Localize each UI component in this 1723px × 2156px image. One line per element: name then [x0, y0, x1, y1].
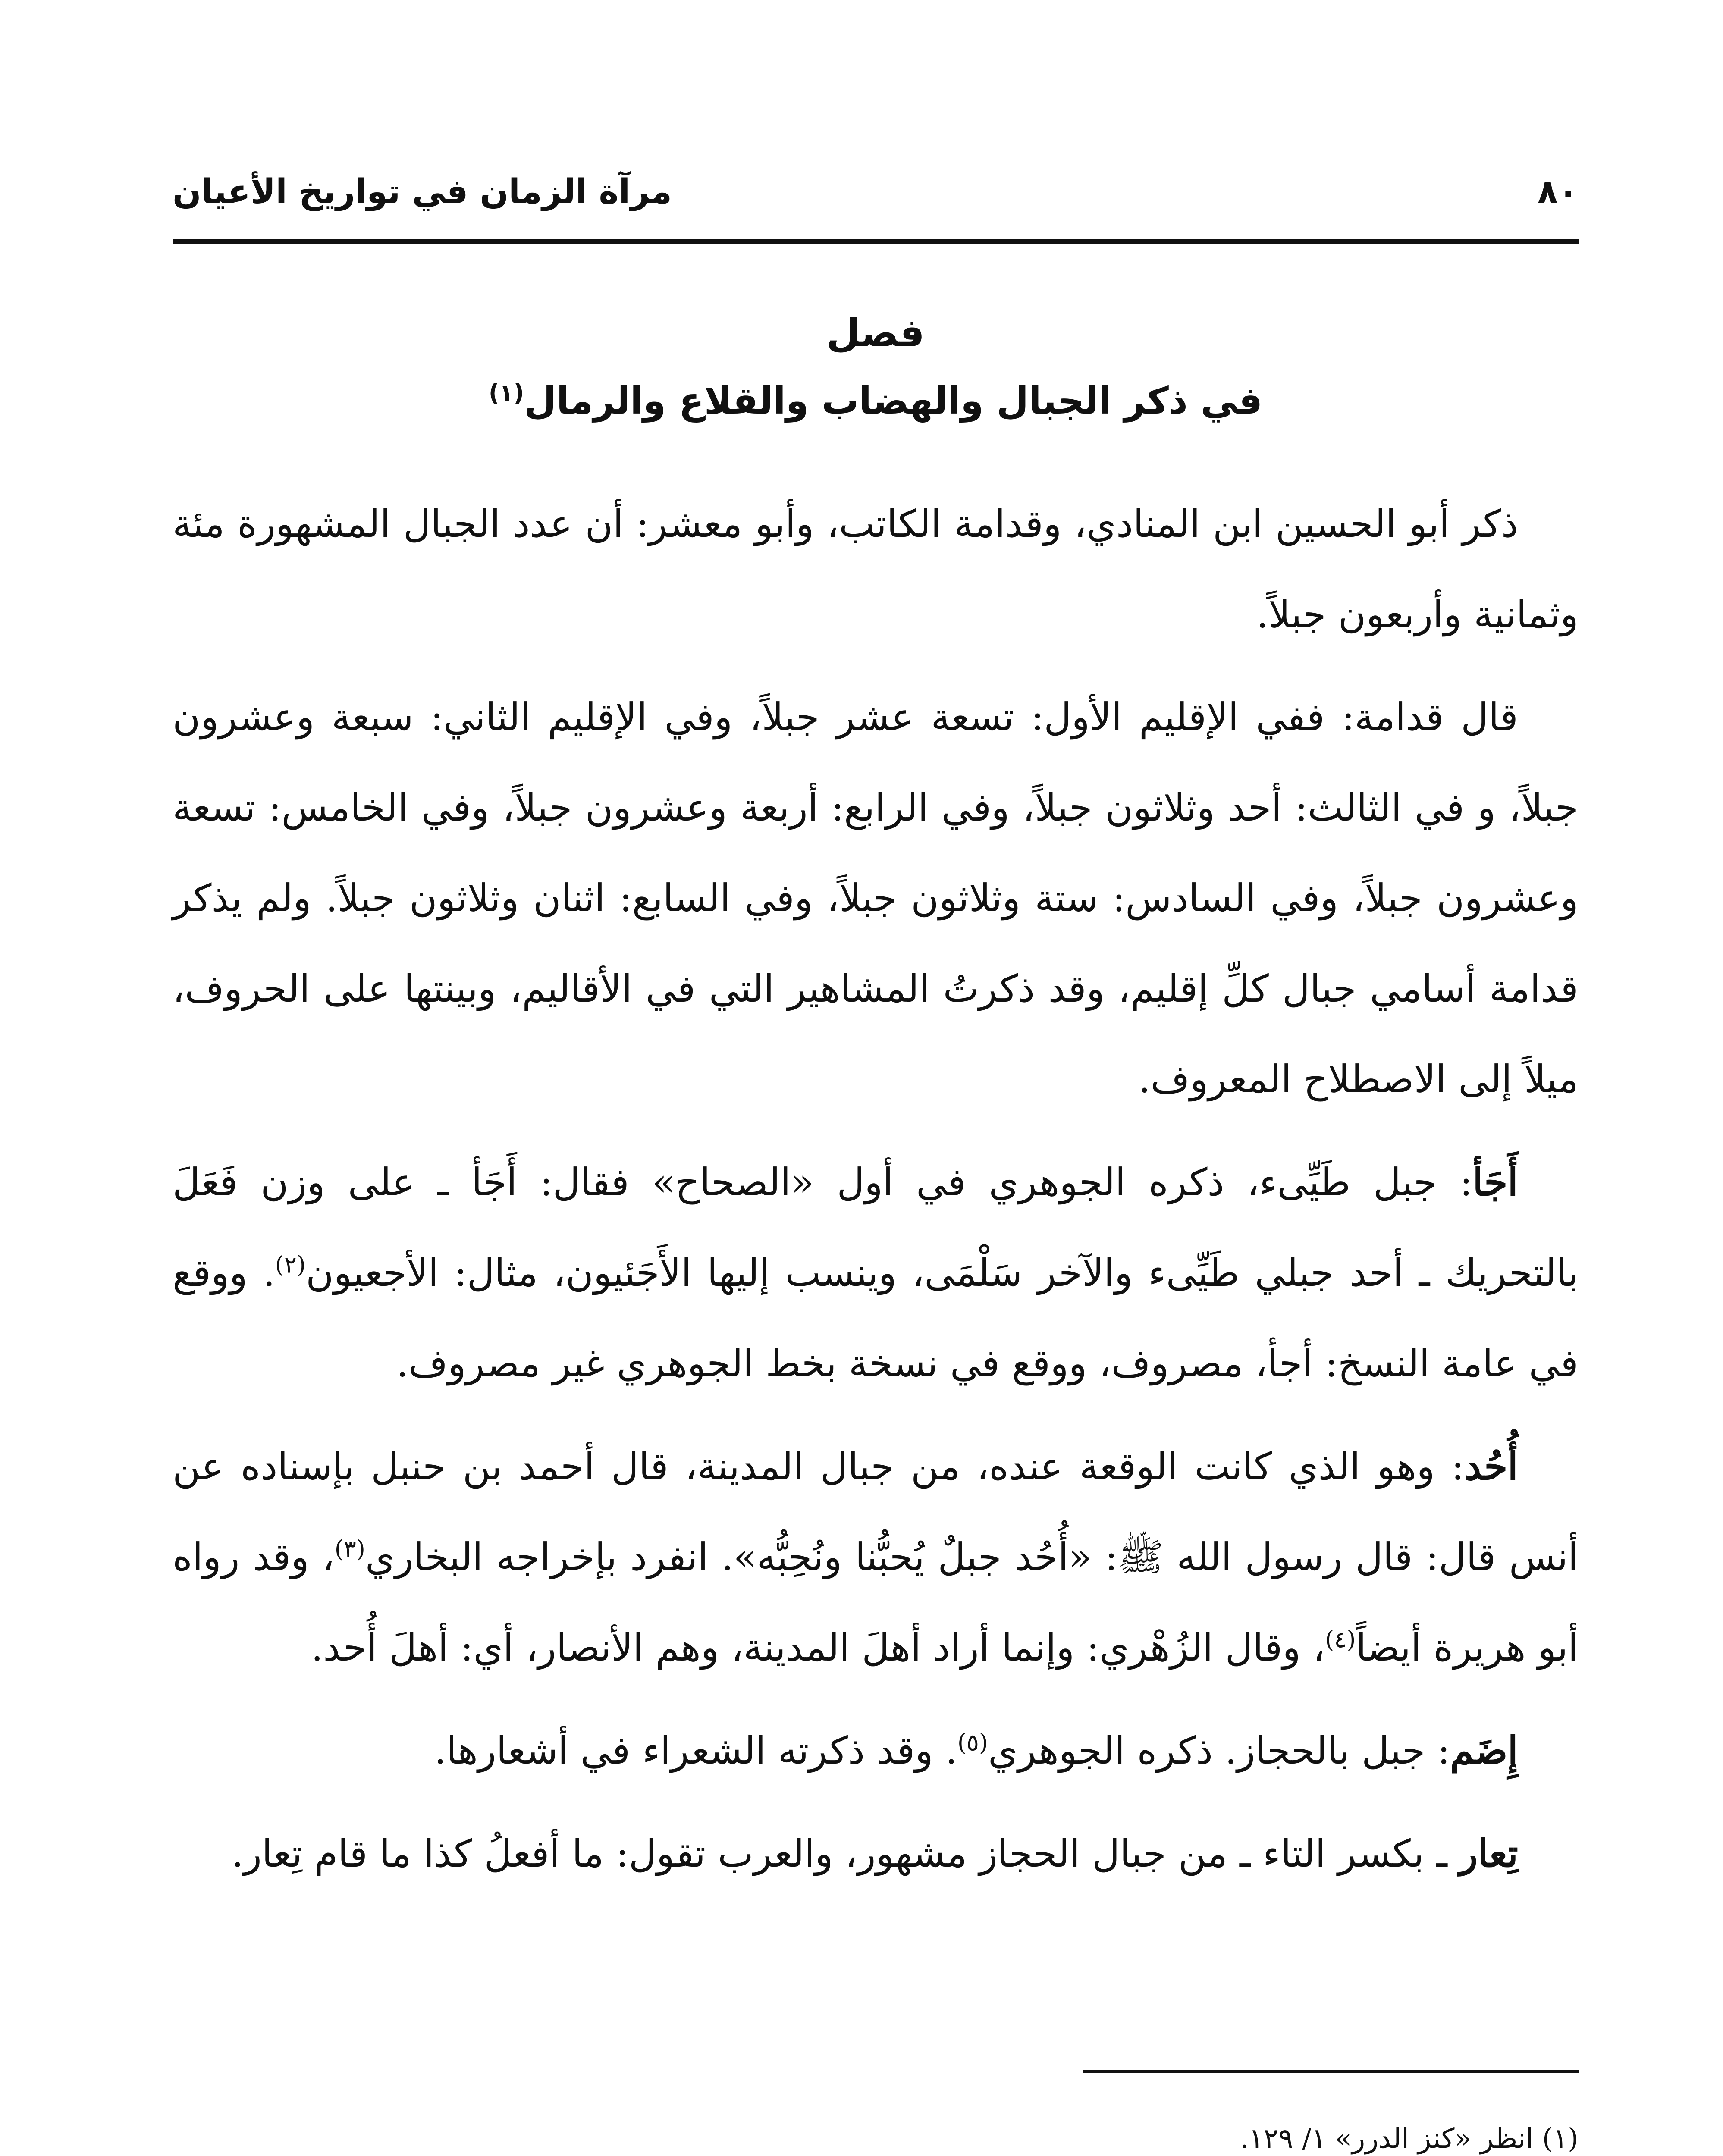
entry-idam — [173, 1705, 1579, 1796]
entry-uhud — [173, 1421, 1579, 1693]
footnotes — [173, 2109, 1579, 2156]
section-subtitle-text: في ذكر الجبال والهضاب والقلاع والرمال — [524, 379, 1263, 423]
entry-term: أَجَأ — [1472, 1159, 1518, 1204]
section-title: فصل — [826, 310, 925, 356]
entry-text: ، وقال الزُهْري: وإنما أراد أهلَ المدينة، وهم الأنصار، أي: أهلَ أُحد. — [311, 1625, 1325, 1670]
entry-aja — [173, 1137, 1579, 1409]
page-header — [173, 164, 1579, 229]
footnote-ref-2: (٢) — [275, 1251, 306, 1279]
entry-text: ، وقد رواه أبو هريرة أيضاً — [173, 1535, 1579, 1670]
entry-text: : وهو الذي كانت الوقعة عنده، من جبال المدينة، قال أحمد بن حنبل بإسناده عن أنس قال: قال رسول الله ﷺ: «أُحُد جبلٌ يُحبُّنا ونُحِبُّه». انفرد بإخراجه البخاري — [173, 1444, 1579, 1579]
entry-tiar — [173, 1808, 1579, 1899]
footnote-ref-1: (١) — [488, 379, 524, 407]
footnote-ref-3: (٣) — [334, 1535, 365, 1563]
footnote: (١) انظر «كنز الدرر» ١/ ١٢٩. — [1240, 2123, 1579, 2155]
running-title: مرآة الزمان في تواريخ الأعيان — [173, 172, 672, 211]
entry-term: تِعار — [1459, 1831, 1518, 1876]
footnote-ref-5: (٥) — [957, 1729, 988, 1756]
footnote-ref-4: (٤) — [1325, 1626, 1356, 1653]
entry-text: . وقد ذكرته الشعراء في أشعارها. — [434, 1728, 957, 1773]
footnote-rule — [1083, 2070, 1579, 2073]
entry-text: ـ بكسر التاء ـ من جبال الحجاز مشهور، والعرب تقول: ما أفعلُ كذا ما قام تِعار. — [231, 1831, 1459, 1876]
entry-text: . ووقع في عامة النسخ: أجأ، مصروف، ووقع في نسخة بخط الجوهري غير مصروف. — [173, 1250, 1579, 1385]
body-text — [173, 479, 1579, 1911]
page-number: ٨٠ — [1537, 172, 1579, 211]
header-rule — [173, 239, 1579, 244]
section-subtitle — [173, 379, 1579, 423]
entry-text: : جبل بالحجاز. ذكره الجوهري — [988, 1728, 1450, 1773]
paragraph-qudama-climates: قال قدامة: ففي الإقليم الأول: تسعة عشر جبلاً، وفي الإقليم الثاني: سبعة وعشرون جبلاً، و في الثالث: أحد وثلاثون جبلاً، وفي الرابع: أربعة وعشرون جبلاً، وفي الخامس: تسعة وعشرون جبلاً، وفي السادس: ستة وثلاثون جبلاً، وفي السابع: اثنان وثلاثون جبلاً. ولم يذكر قدامة أسامي جبال كلِّ إقليم، وقد ذكرتُ المشاهير التي في الأقاليم، وبينتها على الحروف، ميلاً إلى الاصطلاح المعروف. — [173, 695, 1579, 1101]
entry-term: إِضَم — [1450, 1728, 1518, 1773]
entry-term: أُحُد — [1464, 1444, 1518, 1489]
paragraph-mountain-count: ذكر أبو الحسين ابن المنادي، وقدامة الكاتب، وأبو معشر: أن عدد الجبال المشهورة مئة وثمانية وأربعون جبلاً. — [173, 501, 1579, 636]
entry-text: : جبل طَيِّىء، ذكره الجوهري في أول «الصحاح» فقال: أَجَأ ـ على وزن فَعَلَ بالتحريك ـ أحد جبلي طَيِّىء والآخر سَلْمَى، وينسب إليها الأَجَئيون، مثال: الأجعيون — [173, 1160, 1579, 1295]
